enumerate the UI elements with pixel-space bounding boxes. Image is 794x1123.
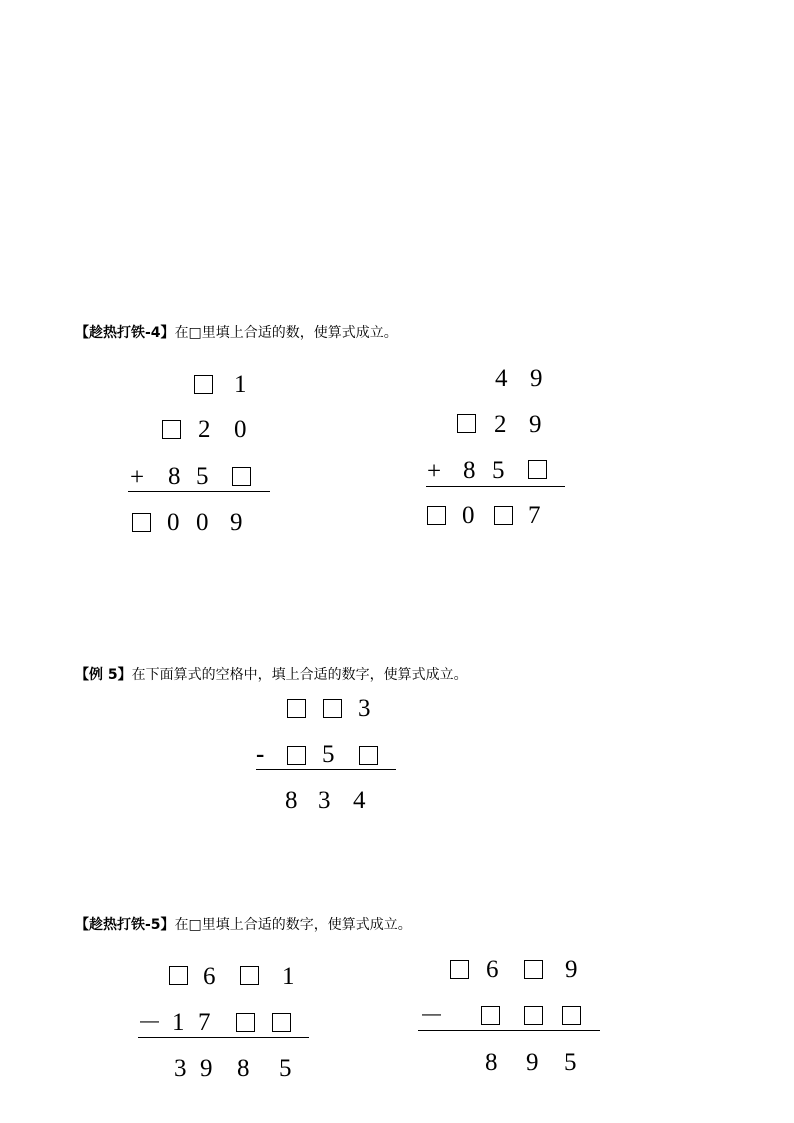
section-instruction: 在下面算式的空格中，填上合适的数字，使算式成立。 bbox=[131, 667, 468, 683]
digit: 0 bbox=[196, 509, 209, 536]
digit: 8 bbox=[485, 1049, 498, 1076]
digit: 5 bbox=[564, 1049, 577, 1076]
minus-sign: － bbox=[137, 1008, 163, 1037]
section-tag: 【趁热打铁-4】 bbox=[75, 325, 175, 341]
section-tag: 【趁热打铁-5】 bbox=[75, 917, 175, 933]
digit: 2 bbox=[494, 411, 507, 438]
digit: 0 bbox=[167, 509, 180, 536]
digit: 7 bbox=[198, 1009, 211, 1036]
answer-box[interactable] bbox=[450, 960, 469, 979]
digit: 0 bbox=[462, 502, 475, 529]
digit: 3 bbox=[318, 787, 331, 814]
section-instruction: 在□里填上合适的数字，使算式成立。 bbox=[174, 917, 412, 933]
digit: 3 bbox=[358, 695, 371, 722]
digit: 6 bbox=[486, 956, 499, 983]
answer-box[interactable] bbox=[524, 1006, 543, 1025]
difference-line bbox=[418, 1030, 600, 1031]
digit: 4 bbox=[495, 365, 508, 392]
minus-sign: － bbox=[419, 1001, 445, 1030]
digit: 5 bbox=[322, 741, 335, 768]
digit: 1 bbox=[282, 963, 295, 990]
digit: 9 bbox=[565, 956, 578, 983]
digit: 4 bbox=[353, 787, 366, 814]
digit: 8 bbox=[237, 1055, 250, 1082]
digit: 5 bbox=[492, 457, 505, 484]
digit: 1 bbox=[172, 1009, 185, 1036]
answer-box[interactable] bbox=[481, 1006, 500, 1025]
plus-sign: + bbox=[427, 458, 442, 485]
digit: 9 bbox=[530, 365, 543, 392]
digit: 5 bbox=[196, 463, 209, 490]
answer-box[interactable] bbox=[524, 960, 543, 979]
digit: 9 bbox=[526, 1049, 539, 1076]
answer-box[interactable] bbox=[562, 1006, 581, 1025]
digit: 0 bbox=[234, 416, 247, 443]
section-instruction: 在□里填上合适的数，使算式成立。 bbox=[174, 325, 398, 341]
digit: 9 bbox=[529, 411, 542, 438]
digit: 8 bbox=[168, 463, 181, 490]
digit: 3 bbox=[174, 1055, 187, 1082]
minus-sign: - bbox=[256, 741, 265, 768]
plus-sign: + bbox=[130, 464, 145, 491]
section-tag: 【例 5】 bbox=[75, 667, 132, 683]
digit: 9 bbox=[200, 1055, 213, 1082]
digit: 7 bbox=[528, 502, 541, 529]
digit: 5 bbox=[279, 1055, 292, 1082]
digit: 8 bbox=[285, 787, 298, 814]
digit: 1 bbox=[234, 371, 247, 398]
digit: 9 bbox=[230, 509, 243, 536]
digit: 2 bbox=[198, 416, 211, 443]
digit: 6 bbox=[203, 963, 216, 990]
digit: 8 bbox=[463, 457, 476, 484]
